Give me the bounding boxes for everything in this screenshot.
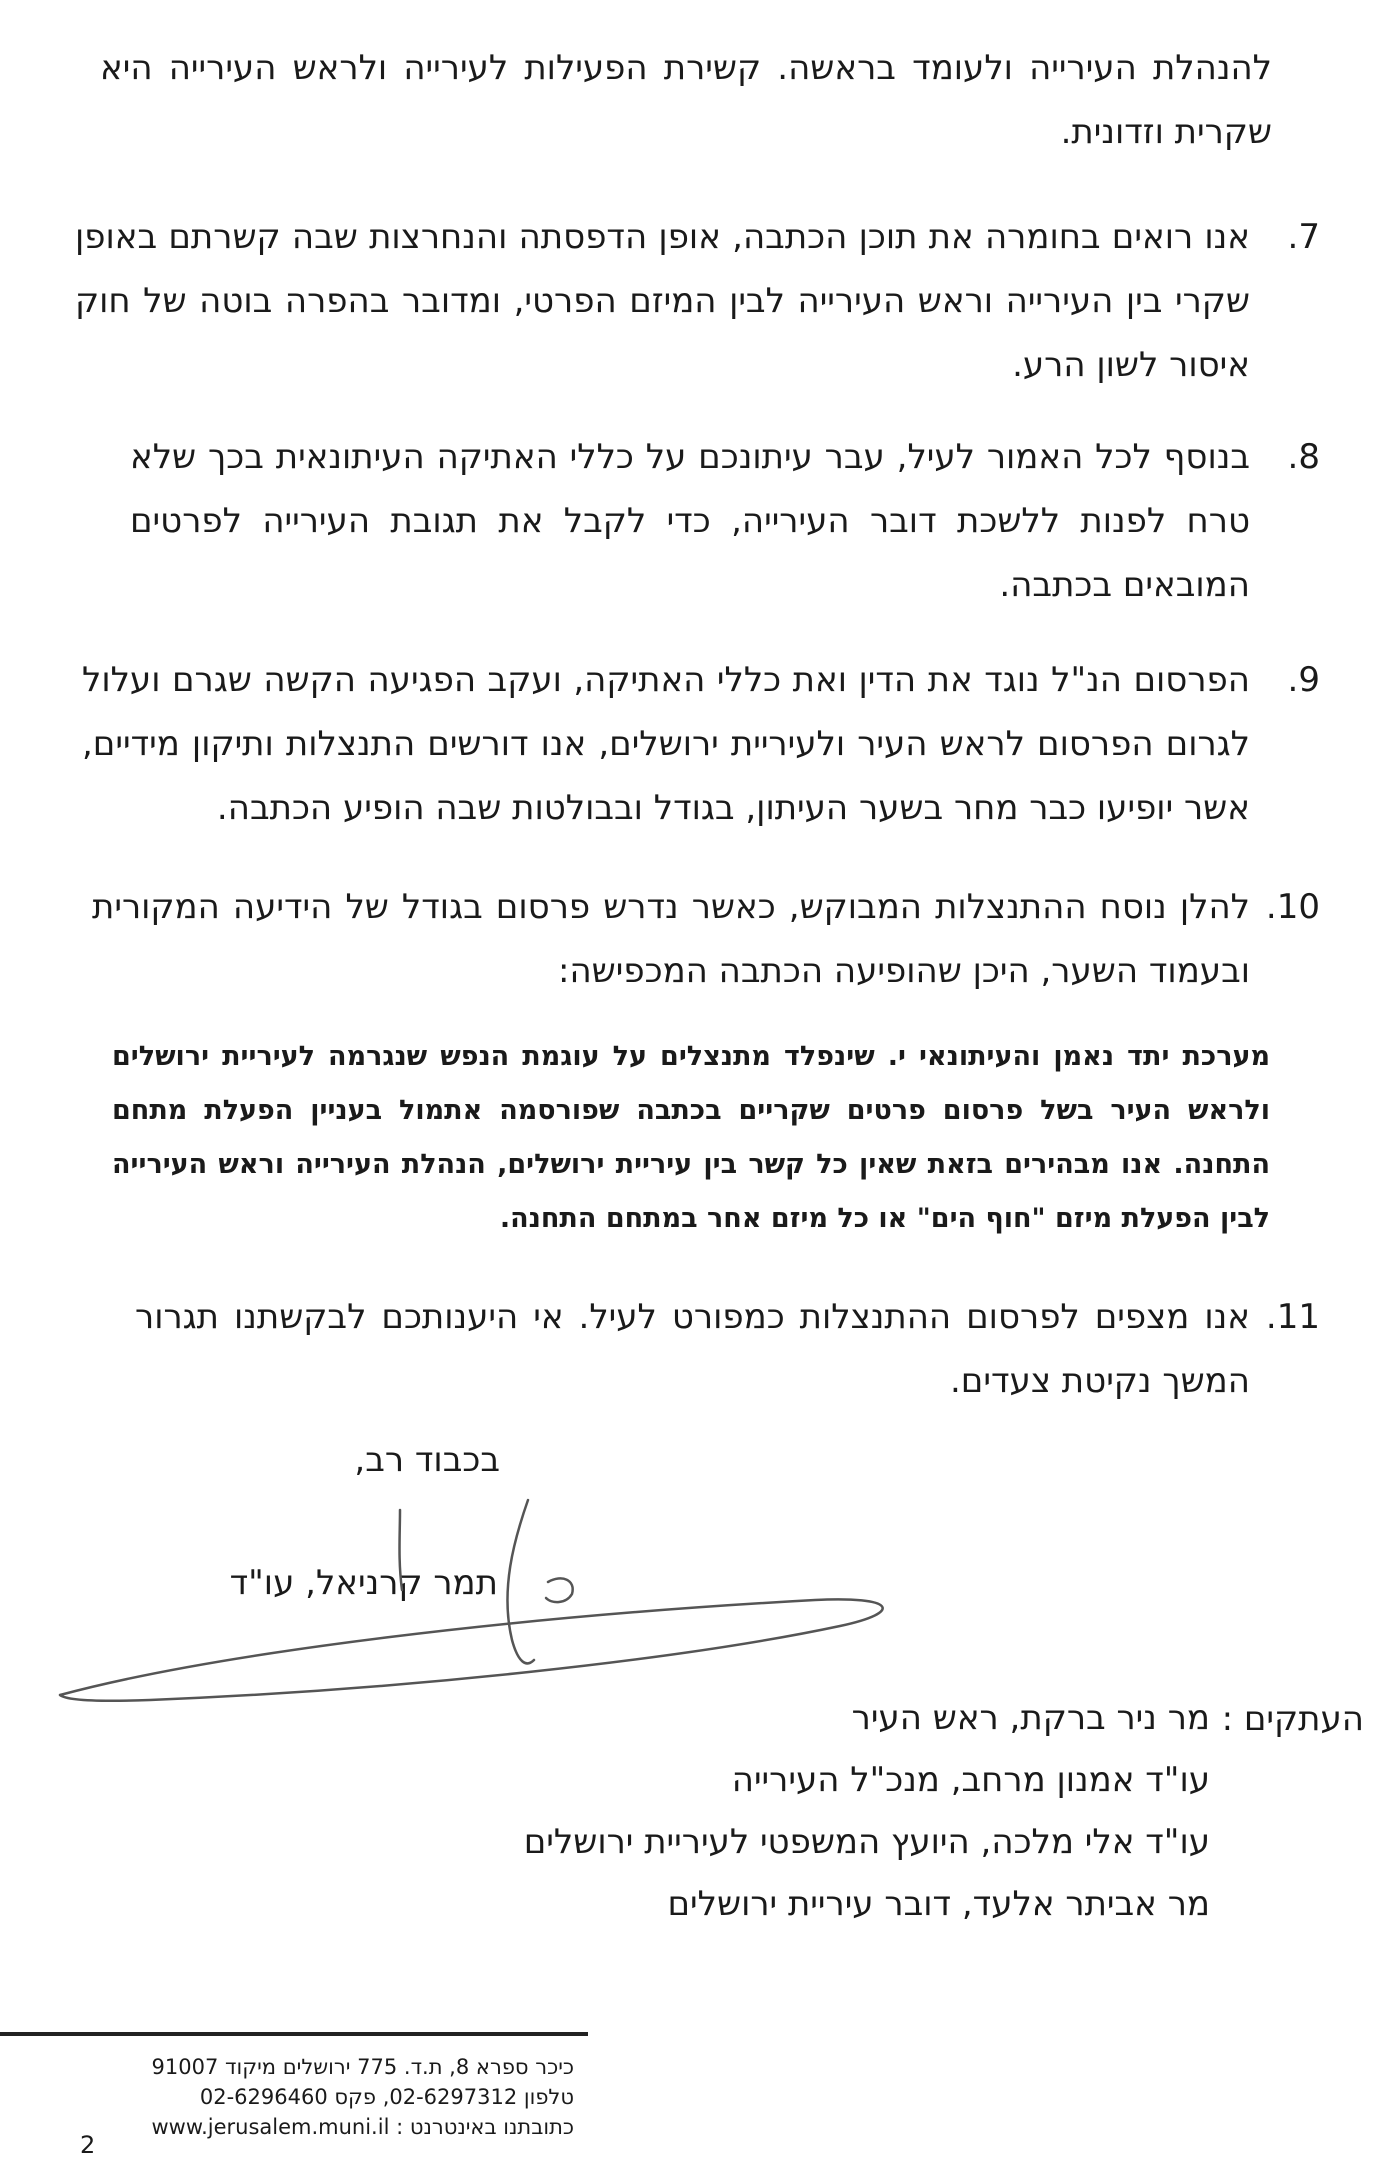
signer-name: תמר קרניאל, עו"ד — [229, 1563, 498, 1603]
cc-recipient: מר אביתר אלעד, דובר עיריית ירושלים — [667, 1884, 1210, 1924]
page-number: 2 — [80, 2131, 96, 2159]
item-number: 7. — [1287, 217, 1320, 257]
cc-label: העתקים : — [1221, 1699, 1364, 1739]
footer-divider — [0, 2032, 588, 2036]
item-text: אנו רואים בחומרה את תוכן הכתבה, אופן הדפסתה והנחרצות שבה קשרתם באופן שקרי בין העירייה וראש העירייה לבין המיזם הפרטי, ומדובר בהפרה בוטה של חוק איסור לשון הרע. — [75, 217, 1250, 385]
footer-contact — [54, 2052, 574, 2142]
closing-greeting: בכבוד רב, — [354, 1440, 500, 1480]
item-number: 10. — [1265, 887, 1320, 927]
item-text: בנוסף לכל האמור לעיל, עבר עיתונכם על כללי האתיקה העיתונאית בכך שלא טרח לפנות ללשכת דובר העירייה, כדי לקבל את תגובת העירייה לפרטים המובאים בכתבה. — [130, 437, 1250, 605]
footer-address: כיכר ספרא 8, ת.ד. 775 ירושלים מיקוד 91007 — [151, 2055, 574, 2079]
continuation-paragraph: להנהלת העירייה ולעומד בראשה. קשירת הפעילות לעירייה ולראש העירייה היא שקרית וזדונית. — [100, 48, 1272, 152]
cc-list — [210, 1693, 1210, 1941]
item-text: להלן נוסח ההתנצלות המבוקש, כאשר נדרש פרסום בגודל של הידיעה המקורית ובעמוד השער, היכן שהופיעה הכתבה המכפישה: — [92, 887, 1250, 991]
footer-phone: טלפון 02-6297312, פקס 02-6296460 — [199, 2085, 574, 2109]
footer-website: כתובתנו באינטרנט : www.jerusalem.muni.il — [151, 2115, 574, 2139]
item-number: 11. — [1265, 1297, 1320, 1337]
apology-text: מערכת יתד נאמן והעיתונאי י. שינפלד מתנצלים על עוגמת הנפש שנגרמה לעיריית ירושלים ולראש העיר בשל פרסום פרטים שקריים בכתבה שפורסמה אתמול בעניין הפעלת מתחם התחנה. אנו מבהירים בזאת שאין כל קשר בין עיריית ירושלים, הנהלת העירייה וראש העירייה לבין הפעלת מיזם "חוף הים" או כל מיזם אחר במתחם התחנה. — [112, 1041, 1270, 1234]
cc-recipient: מר ניר ברקת, ראש העיר — [851, 1698, 1210, 1738]
cc-recipient: עו"ד אלי מלכה, היועץ המשפטי לעיריית ירושלים — [523, 1822, 1210, 1862]
cc-recipient: עו"ד אמנון מרחב, מנכ"ל העירייה — [731, 1760, 1210, 1800]
item-text: אנו מצפים לפרסום ההתנצלות כמפורט לעיל. אי היענותכם לבקשתנו תגרור המשך נקיטת צעדים. — [135, 1297, 1250, 1401]
item-text: הפרסום הנ"ל נוגד את הדין ואת כללי האתיקה, ועקב הפגיעה הקשה שגרם ועלול לגרום הפרסום לראש העיר ולעיריית ירושלים, אנו דורשים התנצלות ותיקון מידיים, אשר יופיעו כבר מחר בשער העיתון, בגודל ובבולטות שבה הופיע הכתבה. — [82, 660, 1250, 828]
item-number: 8. — [1287, 437, 1320, 477]
item-number: 9. — [1287, 660, 1320, 700]
